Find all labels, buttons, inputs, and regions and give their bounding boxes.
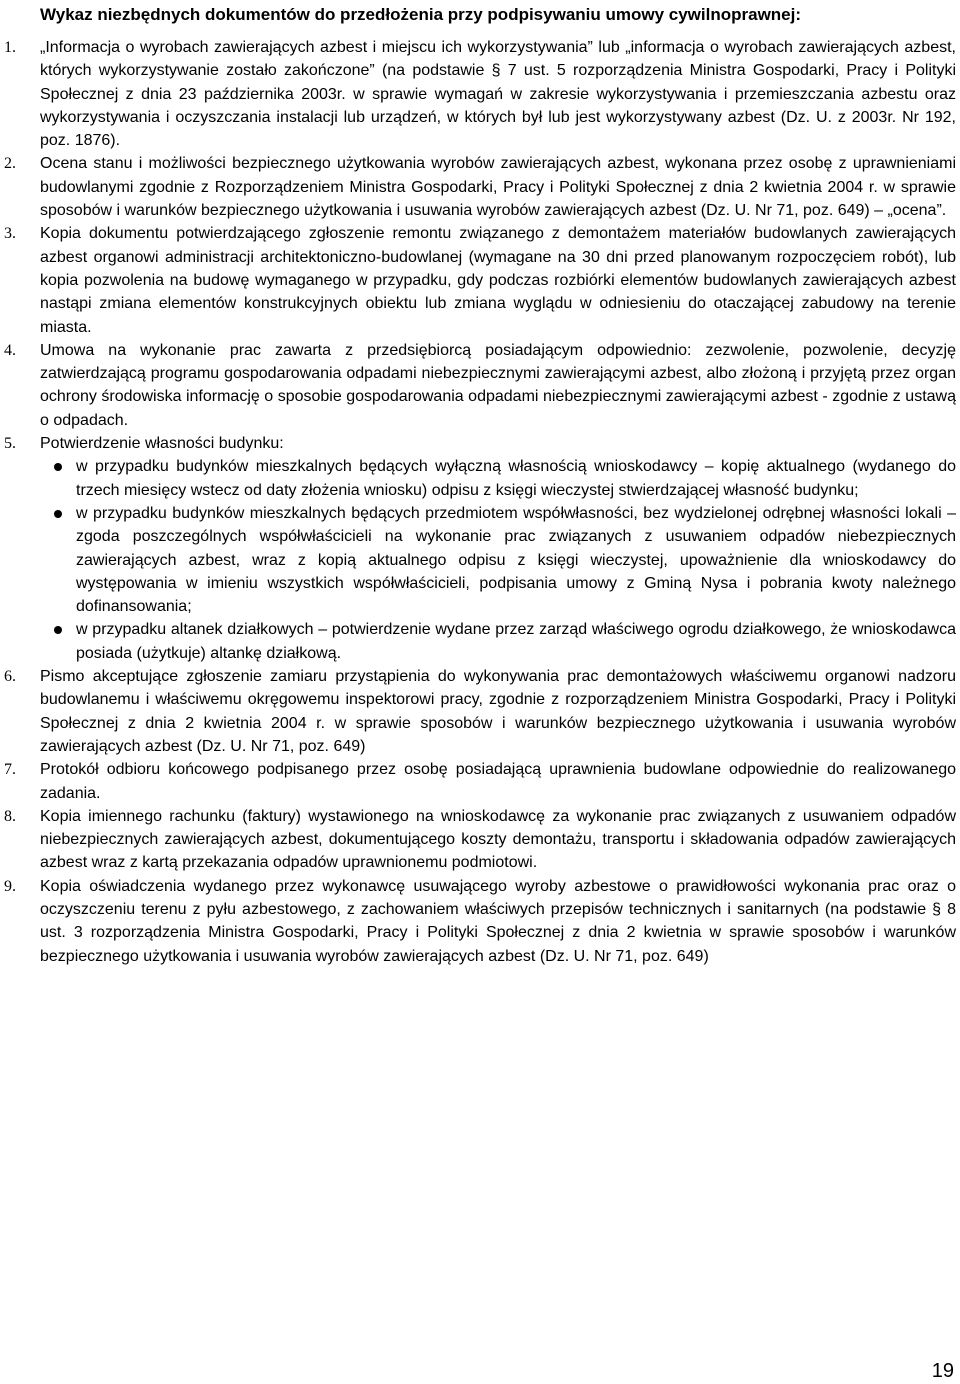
list-item-6	[0, 665, 960, 758]
bullet-text: w przypadku budynków mieszkalnych będących wyłączną własnością wnioskodawcy – kopię aktualnego (wydanego do trzech miesięcy wstecz od daty złożenia wniosku) odpisu z księgi wieczystej stwierdzającej własność budynku;	[76, 458, 956, 499]
list-item-3	[0, 222, 960, 338]
list-item-number: 6.	[4, 668, 16, 686]
list-item-text: Protokół odbioru końcowego podpisanego przez osobę posiadającą uprawnienia budowlane odpowiednie do realizowanego zadania.	[40, 761, 956, 802]
bullet-item	[40, 455, 956, 502]
list-item-number: 3.	[4, 225, 16, 243]
list-item-number: 2.	[4, 155, 16, 173]
bullet-item	[40, 502, 956, 618]
document-list	[0, 36, 960, 968]
document-title: Wykaz niezbędnych dokumentów do przedłożenia przy podpisywaniu umowy cywilnoprawnej:	[40, 5, 802, 24]
bullet-item	[40, 618, 956, 665]
list-item-2	[0, 152, 960, 222]
list-item-number: 5.	[4, 435, 16, 453]
bullet-icon	[54, 463, 62, 471]
list-item-number: 9.	[4, 877, 16, 895]
bullet-text: w przypadku altanek działkowych – potwierdzenie wydane przez zarząd właściwego ogrodu działkowego, że wnioskodawca posiada (użytkuje) altankę działkową.	[76, 621, 956, 662]
list-item-text: Potwierdzenie własności budynku:	[40, 435, 284, 453]
list-item-text: Umowa na wykonanie prac zawarta z przedsiębiorcą posiadającym odpowiednio: zezwolenie, pozwolenie, decyzję zatwierdzającą programu gospodarowania odpadami niebezpiecznymi zawierającymi azbest, albo złożoną i przyjętą przez organ ochrony środowiska informację o sposobie gospodarowania odpadami niebezpiecznymi zawierającymi azbest - zgodnie z ustawą o odpadach.	[40, 341, 956, 429]
list-item-text: Pismo akceptujące zgłoszenie zamiaru przystąpienia do wykonywania prac demontażowych właściwemu organowi nadzoru budowlanemu i właściwemu okręgowemu inspektorowi pracy, zgodnie z rozporządzeniem Ministra Gospodarki, Pracy i Polityki Społecznej z dnia 2 kwietnia 2004 r. w sprawie sposobów i warunków bezpiecznego użytkowania i usuwania wyrobów zawierających azbest (Dz. U. Nr 71, poz. 649)	[40, 668, 956, 755]
list-item-5	[0, 432, 960, 665]
list-item-number: 8.	[4, 807, 16, 825]
list-item-4	[0, 339, 960, 432]
list-item-number: 7.	[4, 761, 16, 779]
list-item-text: „Informacja o wyrobach zawierających azbest i miejscu ich wykorzystywania” lub „informacja o wyrobach zawierających azbest, których wykorzystywanie zostało zakończone” (na podstawie § 7 ust. 5 rozporządzenia Ministra Gospodarki, Pracy i Polityki Społecznej z dnia 23 października 2003r. w sprawie wymagań w zakresie wykorzystywania i przemieszczania azbestu oraz wykorzystywania i oczyszczania instalacji lub urządzeń, w których był lub jest wykorzystywany azbest (Dz. U. z 2003r. Nr 192, poz. 1876).	[40, 39, 956, 150]
page-number: 19	[931, 1360, 954, 1382]
list-item-text: Kopia oświadczenia wydanego przez wykonawcę usuwającego wyroby azbestowe o prawidłowości wykonania prac oraz o oczyszczeniu terenu z pyłu azbestowego, z zachowaniem właściwych przepisów technicznych i sanitarnych (na podstawie § 8 ust. 3 rozporządzenia Ministra Gospodarki, Pracy i Polityki Społecznej z dnia 2 kwietnia w sprawie sposobów i warunków bezpiecznego użytkowania i usuwania wyrobów zawierających azbest (Dz. U. Nr 71, poz. 649)	[40, 877, 956, 965]
bullet-text: w przypadku budynków mieszkalnych będących przedmiotem współwłasności, bez wydzielonej odrębnej własności lokali – zgoda poszczególnych współwłaścicieli na wykonanie prac związanych z usuwaniem odpadów niebezpiecznych zawierających azbest, wraz z kopią aktualnego odpisu z księgi wieczystej, upoważnienie dla wnioskodawcy do występowania w imieniu wszystkich współwłaścicieli, podpisania umowy z Gminą Nysa i pobrania kwoty należnego dofinansowania;	[76, 504, 956, 616]
list-item-number: 4.	[4, 341, 16, 359]
list-item-1	[0, 36, 960, 152]
bullet-icon	[54, 626, 62, 634]
list-item-number: 1.	[4, 39, 16, 56]
list-item-text: Kopia dokumentu potwierdzającego zgłoszenie remontu związanego z demontażem materiałów budowlanych zawierających azbest organowi administracji architektoniczno-budowlanej (wymagane na 30 dni przed planowanym rozpoczęciem robót), lub kopia pozwolenia na budowę wymaganego w przypadku, gdy podczas rozbiórki elementów budowlanych zawierających azbest nastąpi zmiana elementów konstrukcyjnych obiektu lub zmiana wyglądu w odniesieniu do otaczającej zabudowy na terenie miasta.	[40, 225, 956, 336]
list-item-9	[0, 875, 960, 968]
list-item-text: Kopia imiennego rachunku (faktury) wystawionego na wnioskodawcę za wykonanie prac związanych z usuwaniem odpadów niebezpiecznych zawierających azbest, dokumentującego koszty demontażu, transportu i składowania odpadów zawierających azbest wraz z kartą przekazania odpadów uprawnionemu podmiotowi.	[40, 807, 956, 872]
bullet-icon	[54, 510, 62, 518]
list-item-8	[0, 805, 960, 875]
list-item-7	[0, 758, 960, 805]
list-item-text: Ocena stanu i możliwości bezpiecznego użytkowania wyrobów zawierających azbest, wykonana przez osobę z uprawnieniami budowlanymi zgodnie z Rozporządzeniem Ministra Gospodarki, Pracy i Polityki Społecznej z dnia 2 kwietnia 2004 r. w sprawie sposobów i warunków bezpiecznego użytkowania i usuwania wyrobów zawierających azbest (Dz. U. Nr 71, poz. 649) – „ocena”.	[40, 155, 956, 220]
ownership-bullet-list	[40, 455, 956, 665]
